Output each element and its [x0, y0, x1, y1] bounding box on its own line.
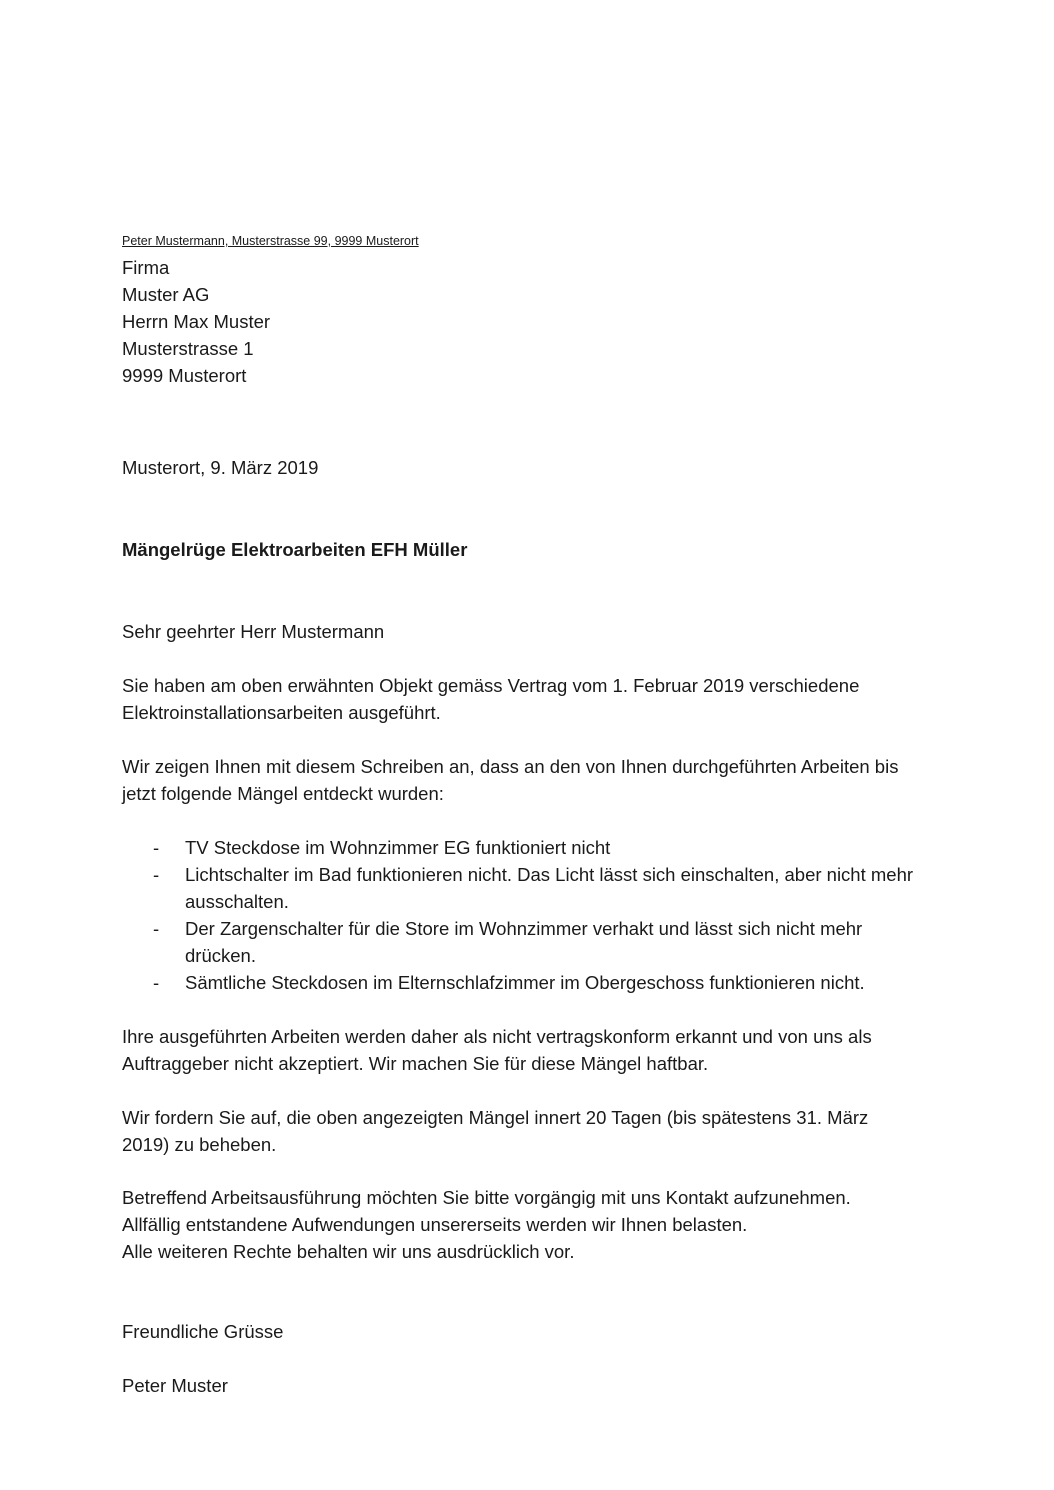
- text-line: Allfällig entstandene Aufwendungen unsererseits werden wir Ihnen belasten.: [122, 1214, 748, 1235]
- paragraph-2: [122, 753, 898, 807]
- list-item: [122, 834, 913, 861]
- place-date: Musterort, 9. März 2019: [122, 457, 319, 478]
- text-line: Elektroinstallationsarbeiten ausgeführt.: [122, 702, 441, 723]
- list-item-text: drücken.: [185, 945, 256, 966]
- text-line: Alle weiteren Rechte behalten wir uns ausdrücklich vor.: [122, 1241, 575, 1262]
- list-item-text: Sämtliche Steckdosen im Elternschlafzimmer im Obergeschoss funktionieren nicht.: [185, 972, 865, 993]
- bullet-dash: -: [153, 918, 160, 939]
- text-line: Ihre ausgeführten Arbeiten werden daher als nicht vertragskonform erkannt und von uns als: [122, 1026, 872, 1047]
- list-item-cont: [122, 942, 913, 969]
- list-item: [122, 915, 913, 942]
- salutation: Sehr geehrter Herr Mustermann: [122, 621, 385, 642]
- bullet-dash: -: [153, 837, 160, 858]
- paragraph-3: [122, 1023, 872, 1077]
- paragraph-4: [122, 1104, 868, 1158]
- list-item-text: TV Steckdose im Wohnzimmer EG funktioniert nicht: [185, 837, 611, 858]
- paragraph-1: [122, 672, 859, 726]
- recipient-line: Firma: [122, 257, 170, 278]
- list-item: [122, 969, 913, 996]
- subject: Mängelrüge Elektroarbeiten EFH Müller: [122, 539, 468, 560]
- text-line: 2019) zu beheben.: [122, 1134, 277, 1155]
- list-item-text: Lichtschalter im Bad funktionieren nicht. Das Licht lässt sich einschalten, aber nicht mehr: [185, 864, 914, 885]
- recipient-line: Herrn Max Muster: [122, 311, 271, 332]
- text-line: Betreffend Arbeitsausführung möchten Sie bitte vorgängig mit uns Kontakt aufzunehmen.: [122, 1187, 851, 1208]
- sender-line: Peter Mustermann, Musterstrasse 99, 9999 Musterort: [122, 234, 419, 248]
- text-line: Sie haben am oben erwähnten Objekt gemäss Vertrag vom 1. Februar 2019 verschiedene: [122, 675, 860, 696]
- text-line: Wir zeigen Ihnen mit diesem Schreiben an, dass an den von Ihnen durchgeführten Arbeiten bis: [122, 756, 899, 777]
- recipient-line: Musterstrasse 1: [122, 338, 254, 359]
- list-item-text: Der Zargenschalter für die Store im Wohnzimmer verhakt und lässt sich nicht mehr: [185, 918, 863, 939]
- text-line: Auftraggeber nicht akzeptiert. Wir machen Sie für diese Mängel haftbar.: [122, 1053, 709, 1074]
- bullet-dash: -: [153, 864, 160, 885]
- text-line: Wir fordern Sie auf, die oben angezeigten Mängel innert 20 Tagen (bis spätestens 31. März: [122, 1107, 869, 1128]
- recipient-address: [122, 254, 270, 389]
- recipient-line: 9999 Musterort: [122, 365, 247, 386]
- paragraph-5: [122, 1184, 851, 1265]
- list-item: [122, 861, 913, 888]
- closing: Freundliche Grüsse: [122, 1321, 284, 1342]
- recipient-line: Muster AG: [122, 284, 210, 305]
- list-item-text: ausschalten.: [185, 891, 289, 912]
- bullet-dash: -: [153, 972, 160, 993]
- list-item-cont: [122, 888, 913, 915]
- signature: Peter Muster: [122, 1375, 228, 1396]
- defect-list: [122, 834, 913, 996]
- text-line: jetzt folgende Mängel entdeckt wurden:: [122, 783, 444, 804]
